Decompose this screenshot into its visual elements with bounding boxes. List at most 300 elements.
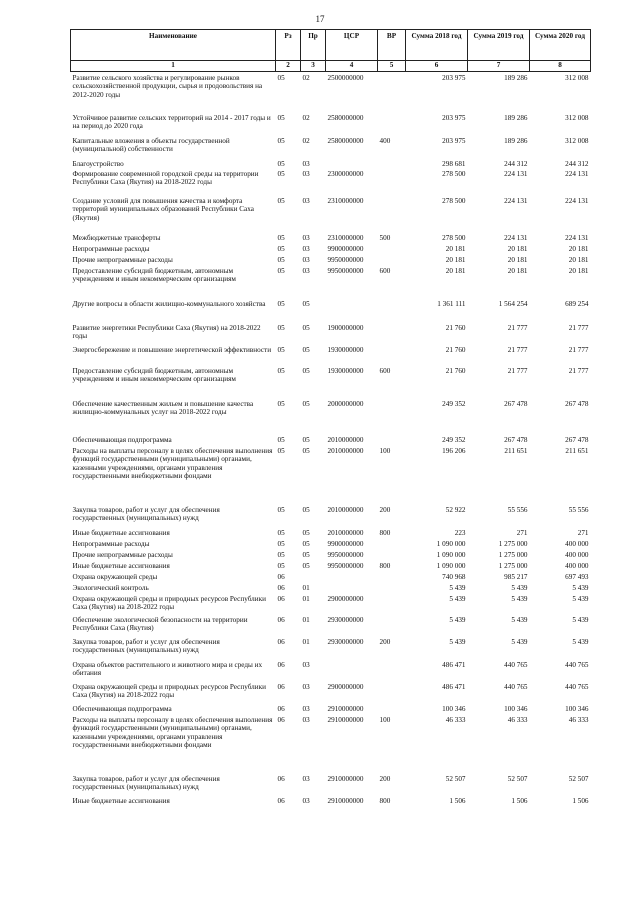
cell-s2019: 224 131 bbox=[504, 196, 528, 205]
column-number: 4 bbox=[326, 61, 378, 72]
cell-rz: 05 bbox=[277, 528, 285, 537]
cell-vr bbox=[378, 344, 406, 365]
cell-csr: 2900000000 bbox=[327, 594, 364, 603]
cell-s2020: 267 478 bbox=[565, 435, 589, 444]
cell-s2019: 224 131 bbox=[504, 169, 528, 178]
cell-name: Закупка товаров, работ и услуг для обеспечения государственных (муниципальных) нужд bbox=[72, 505, 220, 523]
cell-rz: 06 bbox=[277, 715, 285, 724]
table-row bbox=[71, 434, 591, 445]
cell-pr: 01 bbox=[302, 615, 310, 624]
cell-name: Благоустройство bbox=[72, 159, 124, 168]
cell-rz: 05 bbox=[277, 345, 285, 354]
cell-s2018: 203 975 bbox=[442, 74, 466, 82]
table-row bbox=[71, 344, 591, 365]
table-row bbox=[71, 158, 591, 168]
cell-s2019: 271 bbox=[516, 528, 528, 537]
cell-vr bbox=[378, 243, 406, 254]
cell-s2018: 203 975 bbox=[442, 113, 466, 122]
cell-s2019: 100 346 bbox=[504, 704, 528, 713]
cell-pr: 03 bbox=[302, 660, 310, 669]
cell-vr: 800 bbox=[379, 528, 391, 537]
cell-s2018: 46 333 bbox=[445, 715, 466, 724]
cell-s2019: 55 556 bbox=[507, 505, 528, 514]
cell-pr: 05 bbox=[302, 323, 310, 332]
cell-csr: 9900000000 bbox=[327, 244, 364, 253]
cell-s2019: 1 275 000 bbox=[498, 539, 528, 548]
cell-pr: 02 bbox=[302, 136, 310, 145]
cell-rz: 05 bbox=[277, 299, 285, 308]
cell-rz: 06 bbox=[277, 774, 285, 783]
cell-pr: 05 bbox=[302, 561, 310, 570]
cell-name: Экологический контроль bbox=[72, 583, 149, 592]
cell-s2020: 400 000 bbox=[565, 561, 589, 570]
cell-vr bbox=[378, 195, 406, 232]
cell-s2020: 21 777 bbox=[568, 345, 589, 354]
cell-pr: 03 bbox=[302, 715, 310, 724]
cell-s2019: 189 286 bbox=[504, 136, 528, 145]
cell-name: Охрана объектов растительного и животного мира и среды их обитания bbox=[72, 660, 263, 678]
cell-s2020: 5 439 bbox=[572, 637, 589, 646]
cell-vr bbox=[378, 298, 406, 322]
cell-csr: 9950000000 bbox=[327, 255, 364, 264]
cell-s2018: 5 439 bbox=[449, 615, 466, 624]
cell-name: Создание условий для повышения качества и комфорта территорий муниципальных образований Республики Саха (Якутия) bbox=[72, 196, 254, 222]
cell-csr: 2910000000 bbox=[327, 796, 364, 805]
cell-name: Прочие непрограммные расходы bbox=[72, 550, 173, 559]
cell-s2019: 21 777 bbox=[507, 345, 528, 354]
cell-s2018: 20 181 bbox=[445, 266, 466, 275]
cell-pr: 05 bbox=[302, 446, 310, 455]
cell-s2019: 440 765 bbox=[504, 660, 528, 669]
table-row bbox=[71, 703, 591, 714]
cell-s2018: 21 760 bbox=[445, 323, 466, 332]
cell-pr: 05 bbox=[302, 399, 310, 408]
table-row bbox=[71, 593, 591, 614]
cell-pr: 03 bbox=[302, 266, 310, 275]
cell-vr bbox=[378, 659, 406, 681]
cell-pr: 03 bbox=[302, 774, 310, 783]
cell-s2019: 20 181 bbox=[507, 255, 528, 264]
cell-pr: 05 bbox=[302, 505, 310, 514]
cell-csr: 2900000000 bbox=[327, 682, 364, 691]
cell-s2018: 278 500 bbox=[442, 233, 466, 242]
column-number: 7 bbox=[468, 61, 530, 72]
cell-s2018: 278 500 bbox=[442, 196, 466, 205]
cell-vr bbox=[378, 322, 406, 344]
cell-s2018: 20 181 bbox=[445, 244, 466, 253]
cell-name: Обеспечивающая подпрограмма bbox=[72, 435, 172, 444]
cell-csr: 2000000000 bbox=[327, 399, 364, 408]
cell-s2019: 46 333 bbox=[507, 715, 528, 724]
column-number-row bbox=[71, 61, 591, 72]
cell-s2020: 271 bbox=[577, 528, 589, 537]
cell-csr: 2310000000 bbox=[327, 196, 364, 205]
cell-name: Формирование современной городской среды на территории Республики Саха (Якутия) на 2018-2022 годы bbox=[72, 169, 259, 187]
cell-name: Предоставление субсидий бюджетным, автономным учреждениям и иным некоммерческим организациям bbox=[72, 366, 236, 384]
cell-s2019: 189 286 bbox=[504, 74, 528, 82]
table-row bbox=[71, 614, 591, 636]
cell-vr bbox=[378, 158, 406, 168]
cell-name: Закупка товаров, работ и услуг для обеспечения государственных (муниципальных) нужд bbox=[72, 774, 220, 792]
cell-csr: 2580000000 bbox=[327, 136, 364, 145]
cell-name: Капитальные вложения в объекты государственной (муниципальной) собственности bbox=[72, 136, 230, 153]
cell-vr bbox=[378, 582, 406, 593]
cell-rz: 05 bbox=[277, 323, 285, 332]
cell-csr: 2930000000 bbox=[327, 637, 364, 646]
page-number: 17 bbox=[315, 14, 325, 24]
cell-pr: 01 bbox=[302, 594, 310, 603]
cell-vr: 800 bbox=[379, 796, 391, 805]
cell-rz: 05 bbox=[277, 233, 285, 242]
table-body bbox=[71, 72, 591, 806]
cell-s2018: 5 439 bbox=[449, 637, 466, 646]
cell-name: Энергосбережение и повышение энергетической эффективности bbox=[72, 345, 272, 354]
cell-rz: 05 bbox=[277, 136, 285, 145]
column-number: 8 bbox=[530, 61, 591, 72]
cell-s2018: 1 090 000 bbox=[436, 550, 466, 559]
cell-s2019: 985 217 bbox=[504, 572, 528, 581]
header-sum-2019: Сумма 2019 год bbox=[468, 30, 530, 61]
cell-s2020: 312 008 bbox=[565, 136, 589, 145]
cell-vr bbox=[378, 538, 406, 549]
cell-vr: 600 bbox=[379, 266, 391, 275]
cell-s2019: 5 439 bbox=[511, 615, 528, 624]
cell-pr: 03 bbox=[302, 244, 310, 253]
cell-s2019: 1 564 254 bbox=[498, 299, 528, 308]
cell-s2018: 1 361 111 bbox=[437, 299, 466, 308]
cell-s2018: 249 352 bbox=[442, 435, 466, 444]
cell-s2019: 1 506 bbox=[511, 796, 528, 805]
cell-csr: 9950000000 bbox=[327, 561, 364, 570]
cell-name: Устойчивое развитие сельских территорий на 2014 - 2017 годы и на период до 2020 года bbox=[72, 113, 271, 130]
cell-csr bbox=[326, 571, 378, 582]
table-row bbox=[71, 549, 591, 560]
cell-pr: 02 bbox=[302, 74, 310, 82]
header-sum-2020: Сумма 2020 год bbox=[530, 30, 591, 61]
table-row bbox=[71, 254, 591, 265]
cell-s2020: 5 439 bbox=[572, 615, 589, 624]
table-row bbox=[71, 795, 591, 806]
table-row bbox=[71, 527, 591, 538]
cell-pr: 05 bbox=[302, 435, 310, 444]
cell-csr: 1930000000 bbox=[327, 345, 364, 354]
cell-rz: 05 bbox=[277, 435, 285, 444]
cell-csr: 9950000000 bbox=[327, 550, 364, 559]
cell-rz: 06 bbox=[277, 660, 285, 669]
cell-csr bbox=[326, 659, 378, 681]
table-row bbox=[71, 538, 591, 549]
cell-rz: 06 bbox=[277, 704, 285, 713]
cell-rz: 05 bbox=[277, 113, 285, 122]
cell-s2020: 697 493 bbox=[565, 572, 589, 581]
cell-s2018: 196 206 bbox=[442, 446, 466, 455]
cell-s2018: 52 922 bbox=[445, 505, 466, 514]
table-row bbox=[71, 112, 591, 135]
cell-name: Другие вопросы в области жилищно-коммунального хозяйства bbox=[72, 299, 266, 308]
cell-vr: 100 bbox=[379, 446, 391, 455]
cell-vr bbox=[378, 254, 406, 265]
cell-csr: 2580000000 bbox=[327, 113, 364, 122]
table-row bbox=[71, 773, 591, 795]
cell-pr: 03 bbox=[302, 796, 310, 805]
cell-s2018: 486 471 bbox=[442, 682, 466, 691]
cell-s2018: 5 439 bbox=[449, 594, 466, 603]
cell-pr: 01 bbox=[302, 637, 310, 646]
column-number: 3 bbox=[301, 61, 326, 72]
cell-csr: 1900000000 bbox=[327, 323, 364, 332]
cell-s2018: 298 681 bbox=[442, 159, 466, 168]
cell-s2019: 5 439 bbox=[511, 583, 528, 592]
cell-csr: 2910000000 bbox=[327, 774, 364, 783]
cell-rz: 05 bbox=[277, 366, 285, 375]
cell-pr: 03 bbox=[302, 169, 310, 178]
column-number: 2 bbox=[276, 61, 301, 72]
cell-s2019: 211 651 bbox=[504, 446, 528, 455]
cell-s2020: 20 181 bbox=[568, 266, 589, 275]
header-csr: ЦСР bbox=[326, 30, 378, 61]
cell-vr bbox=[378, 72, 406, 112]
cell-pr: 03 bbox=[302, 196, 310, 205]
cell-name: Прочие непрограммные расходы bbox=[72, 255, 173, 264]
cell-csr: 2910000000 bbox=[327, 704, 364, 713]
cell-s2018: 203 975 bbox=[442, 136, 466, 145]
cell-pr: 01 bbox=[302, 583, 310, 592]
table-row bbox=[71, 582, 591, 593]
cell-rz: 05 bbox=[277, 74, 285, 82]
cell-s2020: 224 131 bbox=[565, 196, 589, 205]
cell-vr: 800 bbox=[379, 561, 391, 570]
header-sum-2018: Сумма 2018 год bbox=[406, 30, 468, 61]
cell-s2018: 20 181 bbox=[445, 255, 466, 264]
cell-rz: 06 bbox=[277, 637, 285, 646]
cell-pr: 05 bbox=[302, 345, 310, 354]
cell-rz: 05 bbox=[277, 399, 285, 408]
cell-s2019: 5 439 bbox=[511, 594, 528, 603]
cell-rz: 05 bbox=[277, 159, 285, 168]
cell-name: Иные бюджетные ассигнования bbox=[72, 528, 170, 537]
cell-s2020: 440 765 bbox=[565, 660, 589, 669]
header-row bbox=[71, 30, 591, 61]
cell-s2019: 267 478 bbox=[504, 435, 528, 444]
cell-s2020: 21 777 bbox=[568, 366, 589, 375]
cell-pr: 03 bbox=[302, 159, 310, 168]
table-row bbox=[71, 322, 591, 344]
cell-vr bbox=[378, 434, 406, 445]
cell-csr: 1930000000 bbox=[327, 366, 364, 375]
cell-name: Развитие сельского хозяйства и регулирование рынков сельскохозяйственной продукции, сырья и продовольствия на 2012-2020 годы bbox=[72, 74, 263, 99]
cell-rz: 06 bbox=[277, 594, 285, 603]
cell-vr: 600 bbox=[379, 366, 391, 375]
cell-pr: 03 bbox=[302, 255, 310, 264]
cell-s2020: 52 507 bbox=[568, 774, 589, 783]
cell-rz: 05 bbox=[277, 266, 285, 275]
cell-s2020: 100 346 bbox=[565, 704, 589, 713]
cell-pr: 05 bbox=[302, 366, 310, 375]
cell-name: Охрана окружающей среды и природных ресурсов Республики Саха (Якутия) на 2018-2022 годы bbox=[72, 682, 266, 700]
cell-csr: 2010000000 bbox=[327, 505, 364, 514]
cell-name: Непрограммные расходы bbox=[72, 244, 150, 253]
cell-csr: 2010000000 bbox=[327, 528, 364, 537]
cell-s2020: 5 439 bbox=[572, 594, 589, 603]
cell-pr: 05 bbox=[302, 539, 310, 548]
cell-rz: 05 bbox=[277, 539, 285, 548]
cell-name: Закупка товаров, работ и услуг для обеспечения государственных (муниципальных) нужд bbox=[72, 637, 220, 655]
cell-s2020: 312 008 bbox=[565, 113, 589, 122]
cell-s2019: 440 765 bbox=[504, 682, 528, 691]
cell-name: Предоставление субсидий бюджетным, автономным учреждениям и иным некоммерческим организациям bbox=[72, 266, 236, 284]
cell-s2019: 244 312 bbox=[504, 159, 528, 168]
cell-s2020: 312 008 bbox=[565, 74, 589, 82]
cell-name: Иные бюджетные ассигнования bbox=[72, 796, 170, 805]
cell-s2019: 1 275 000 bbox=[498, 561, 528, 570]
cell-s2019: 20 181 bbox=[507, 266, 528, 275]
cell-vr bbox=[378, 549, 406, 560]
cell-rz: 05 bbox=[277, 505, 285, 514]
cell-pr: 05 bbox=[302, 299, 310, 308]
cell-s2020: 224 131 bbox=[565, 169, 589, 178]
cell-s2019: 267 478 bbox=[504, 399, 528, 408]
cell-vr bbox=[378, 614, 406, 636]
header-name: Наименование bbox=[71, 30, 276, 61]
cell-s2020: 5 439 bbox=[572, 583, 589, 592]
cell-vr bbox=[378, 168, 406, 195]
cell-s2018: 1 090 000 bbox=[436, 561, 466, 570]
cell-s2018: 100 346 bbox=[442, 704, 466, 713]
cell-s2018: 52 507 bbox=[445, 774, 466, 783]
header-pr: Пр bbox=[301, 30, 326, 61]
cell-pr: 03 bbox=[302, 704, 310, 713]
cell-s2019: 20 181 bbox=[507, 244, 528, 253]
cell-rz: 06 bbox=[277, 583, 285, 592]
cell-csr: 2500000000 bbox=[327, 74, 364, 82]
cell-s2020: 211 651 bbox=[565, 446, 589, 455]
column-number: 5 bbox=[378, 61, 406, 72]
cell-s2020: 21 777 bbox=[568, 323, 589, 332]
cell-s2020: 440 765 bbox=[565, 682, 589, 691]
cell-s2019: 1 275 000 bbox=[498, 550, 528, 559]
cell-name: Межбюджетные трансферты bbox=[72, 233, 161, 242]
cell-vr: 400 bbox=[379, 136, 391, 145]
cell-vr: 500 bbox=[379, 233, 391, 242]
cell-rz: 05 bbox=[277, 550, 285, 559]
cell-name: Охрана окружающей среды bbox=[72, 572, 158, 581]
table-row bbox=[71, 168, 591, 195]
cell-pr bbox=[301, 571, 326, 582]
cell-vr bbox=[378, 703, 406, 714]
cell-rz: 06 bbox=[277, 615, 285, 624]
cell-s2019: 5 439 bbox=[511, 637, 528, 646]
cell-csr bbox=[326, 158, 378, 168]
cell-s2020: 400 000 bbox=[565, 539, 589, 548]
cell-rz: 05 bbox=[277, 169, 285, 178]
cell-s2020: 244 312 bbox=[565, 159, 589, 168]
cell-s2018: 740 968 bbox=[442, 572, 466, 581]
cell-vr: 200 bbox=[379, 505, 391, 514]
cell-s2018: 1 090 000 bbox=[436, 539, 466, 548]
table-row bbox=[71, 398, 591, 434]
table-row bbox=[71, 265, 591, 298]
cell-pr: 02 bbox=[302, 113, 310, 122]
budget-table bbox=[70, 29, 591, 806]
cell-s2018: 21 760 bbox=[445, 345, 466, 354]
cell-csr: 2310000000 bbox=[327, 233, 364, 242]
table-row bbox=[71, 135, 591, 158]
cell-name: Охрана окружающей среды и природных ресурсов Республики Саха (Якутия) на 2018-2022 годы bbox=[72, 594, 266, 612]
cell-rz: 05 bbox=[277, 561, 285, 570]
cell-s2019: 21 777 bbox=[507, 323, 528, 332]
header-vr: ВР bbox=[378, 30, 406, 61]
table-row bbox=[71, 365, 591, 398]
cell-vr bbox=[378, 398, 406, 434]
cell-name: Расходы на выплаты персоналу в целях обеспечения выполнения функций государственными (муниципальными) органами, казенными учреждениями, органами управления государственными внебюджетными фондами bbox=[72, 715, 273, 750]
cell-s2020: 689 254 bbox=[565, 299, 589, 308]
table-row bbox=[71, 232, 591, 243]
cell-s2020: 20 181 bbox=[568, 244, 589, 253]
cell-pr: 05 bbox=[302, 550, 310, 559]
table-row bbox=[71, 298, 591, 322]
cell-pr: 03 bbox=[302, 682, 310, 691]
header-rz: Рз bbox=[276, 30, 301, 61]
cell-pr: 05 bbox=[302, 528, 310, 537]
table-row bbox=[71, 504, 591, 527]
cell-csr bbox=[326, 298, 378, 322]
cell-s2018: 5 439 bbox=[449, 583, 466, 592]
cell-name: Иные бюджетные ассигнования bbox=[72, 561, 170, 570]
cell-vr: 200 bbox=[379, 637, 391, 646]
table-row bbox=[71, 681, 591, 703]
table-row bbox=[71, 195, 591, 232]
table-row bbox=[71, 445, 591, 504]
cell-s2019: 21 777 bbox=[507, 366, 528, 375]
cell-vr bbox=[378, 112, 406, 135]
cell-vr: 200 bbox=[379, 774, 391, 783]
cell-csr: 2010000000 bbox=[327, 435, 364, 444]
cell-csr: 2910000000 bbox=[327, 715, 364, 724]
cell-rz: 05 bbox=[277, 244, 285, 253]
cell-csr: 2930000000 bbox=[327, 615, 364, 624]
cell-s2020: 400 000 bbox=[565, 550, 589, 559]
cell-vr bbox=[378, 571, 406, 582]
cell-s2020: 55 556 bbox=[568, 505, 589, 514]
cell-name: Обеспечивающая подпрограмма bbox=[72, 704, 172, 713]
table-row bbox=[71, 636, 591, 659]
cell-vr bbox=[378, 681, 406, 703]
cell-s2020: 20 181 bbox=[568, 255, 589, 264]
cell-vr bbox=[378, 593, 406, 614]
cell-s2020: 1 506 bbox=[572, 796, 589, 805]
table-row bbox=[71, 714, 591, 773]
cell-s2018: 249 352 bbox=[442, 399, 466, 408]
cell-name: Непрограммные расходы bbox=[72, 539, 150, 548]
cell-csr: 9900000000 bbox=[327, 539, 364, 548]
cell-s2019: 52 507 bbox=[507, 774, 528, 783]
table-row bbox=[71, 72, 591, 112]
cell-s2018: 486 471 bbox=[442, 660, 466, 669]
cell-s2020: 46 333 bbox=[568, 715, 589, 724]
cell-csr: 2300000000 bbox=[327, 169, 364, 178]
cell-s2018: 21 760 bbox=[445, 366, 466, 375]
column-number: 6 bbox=[406, 61, 468, 72]
cell-s2019: 189 286 bbox=[504, 113, 528, 122]
cell-pr: 03 bbox=[302, 233, 310, 242]
cell-vr: 100 bbox=[379, 715, 391, 724]
table-row bbox=[71, 243, 591, 254]
cell-rz: 05 bbox=[277, 446, 285, 455]
cell-csr: 9950000000 bbox=[327, 266, 364, 275]
cell-rz: 06 bbox=[277, 796, 285, 805]
cell-s2020: 267 478 bbox=[565, 399, 589, 408]
column-number: 1 bbox=[71, 61, 276, 72]
